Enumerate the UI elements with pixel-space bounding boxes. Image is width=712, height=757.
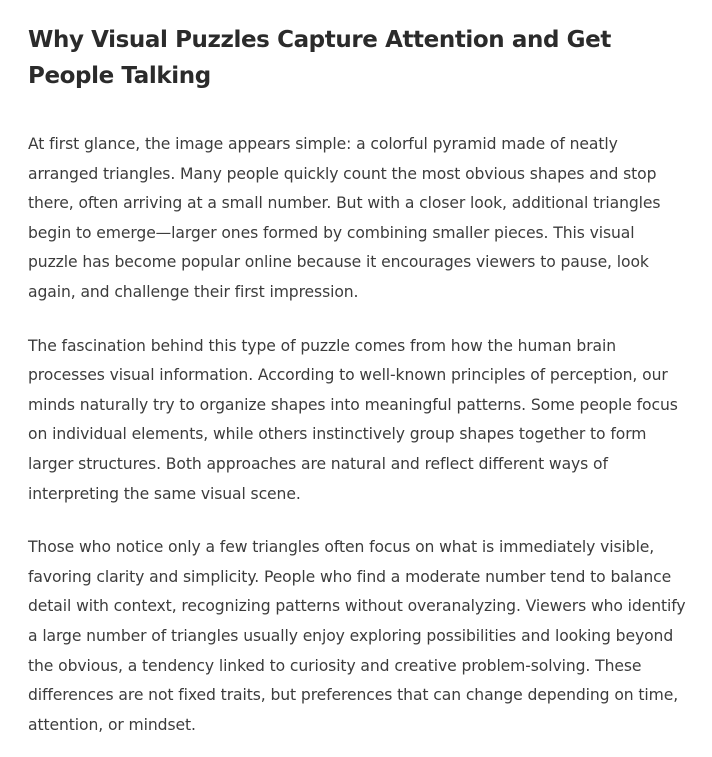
article-paragraph-1: At first glance, the image appears simple: a colorful pyramid made of neatly arranged triangles. Many people quickly count the most obvious shapes and stop there, often arriving at a small number. But with a closer look, additional triangles begin to emerge—larger ones formed by combining smaller pieces. This visual puzzle has become popular online because it encourages viewers to pause, look again, and challenge their first impression. xyxy=(28,135,661,301)
article-paragraph-3: Those who notice only a few triangles often focus on what is immediately visible, favoring clarity and simplicity. People who find a moderate number tend to balance detail with context, recognizing patterns without overanalyzing. Viewers who identify a large number of triangles usually enjoy exploring possibilities and looking beyond the obvious, a tendency linked to curiosity and creative problem-solving. These differences are not fixed traits, but preferences that can change depending on time, attention, or mindset. xyxy=(28,538,686,734)
article-title: Why Visual Puzzles Capture Attention and Get People Talking xyxy=(28,27,611,89)
article-paragraph-2: The fascination behind this type of puzzle comes from how the human brain processes visual information. According to well-known principles of perception, our minds naturally try to organize shapes into meaningful patterns. Some people focus on individual elements, while others instinctively group shapes together to form larger structures. Both approaches are natural and reflect different ways of interpreting the same visual scene. xyxy=(28,336,678,503)
